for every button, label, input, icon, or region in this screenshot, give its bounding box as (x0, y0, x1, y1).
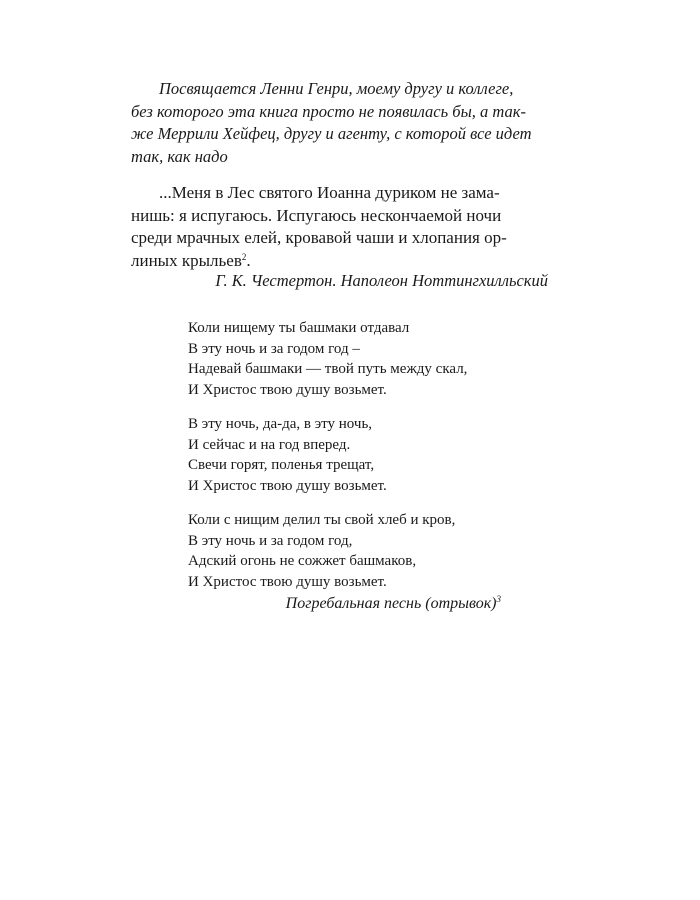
dedication-line: же Меррили Хейфец, другу и агенту, с которой все идет (131, 124, 532, 143)
footnote-marker[interactable]: 3 (496, 594, 501, 604)
epigraph (131, 182, 551, 272)
epigraph-line: среди мрачных елей, кровавой чаши и хлопания ор- (131, 228, 507, 247)
poem (188, 318, 548, 606)
dedication-line: Посвящается Ленни Генри, моему другу и коллеге, (159, 79, 514, 98)
poem-stanza (188, 510, 548, 592)
poem-line: В эту ночь и за годом год – (188, 340, 360, 357)
poem-line: Коли нищему ты башмаки отдавал (188, 320, 410, 336)
poem-line: И Христос твою душу возьмет. (188, 381, 387, 398)
dedication (131, 78, 551, 168)
epigraph-attribution: Г. К. Честертон. Наполеон Ноттингхилльский (215, 271, 548, 290)
poem-line: Свечи горят, поленья трещат, (188, 457, 375, 473)
poem-stanza (188, 414, 548, 496)
poem-source (286, 593, 501, 615)
epigraph-line-text: линых крыльев (131, 250, 242, 270)
epigraph-end-punct: . (246, 250, 251, 270)
poem-line: Коли с нищим делил ты свой хлеб и кров, (188, 512, 456, 528)
epigraph-line: нишь: я испугаюсь. Испугаюсь нескончаемой ночи (131, 205, 502, 225)
dedication-line: без которого эта книга просто не появилась бы, а так- (131, 101, 526, 121)
poem-line: И Христос твою душу возьмет. (188, 573, 387, 590)
dedication-line: так, как надо (131, 146, 228, 166)
poem-stanza (188, 318, 548, 400)
poem-line: Надевай башмаки — твой путь между скал, (188, 361, 468, 377)
poem-source-text: Погребальная песнь (отрывок) (285, 595, 497, 612)
poem-line: Адский огонь не сожжет башмаков, (188, 553, 417, 569)
epigraph-line-last (131, 250, 551, 273)
poem-line: И Христос твою душу возьмет. (188, 477, 387, 494)
epigraph-line: ...Меня в Лес святого Иоанна дуриком не зама- (159, 183, 500, 202)
poem-line: В эту ночь, да-да, в эту ночь, (188, 416, 373, 432)
poem-line: В эту ночь и за годом год, (188, 532, 353, 549)
footnote-marker[interactable]: 2 (241, 251, 247, 262)
poem-line: И сейчас и на год вперед. (188, 436, 351, 453)
